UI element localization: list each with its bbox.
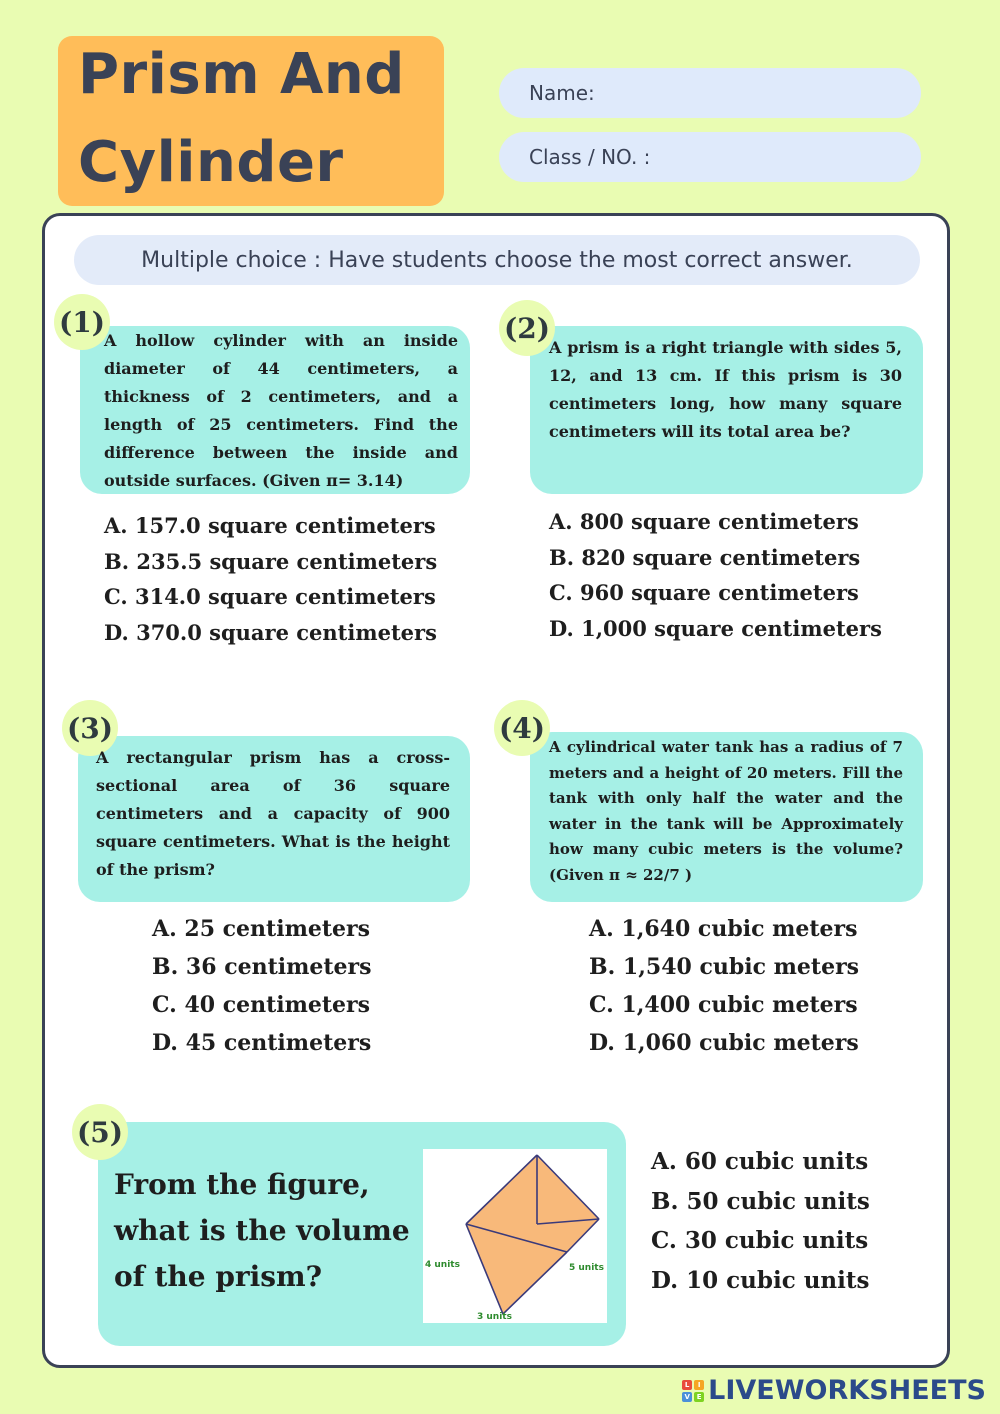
option-c[interactable]: C. 1,400 cubic meters — [589, 992, 858, 1018]
question-2-text: A prism is a right triangle with sides 5, 12, and 13 cm. If this prism is 30 centimeters long, how many square centimeters will its total area be? — [549, 338, 902, 441]
option-c[interactable]: C. 30 cubic units — [651, 1227, 869, 1254]
label-length: 5 units — [569, 1263, 604, 1273]
instruction-banner — [74, 235, 920, 285]
logo-square-i: I — [694, 1380, 704, 1390]
prism-figure — [423, 1149, 607, 1323]
class-label: Class / NO. : — [529, 145, 651, 169]
option-b[interactable]: B. 820 square centimeters — [549, 544, 861, 570]
option-a[interactable]: A. 25 centimeters — [152, 916, 370, 942]
question-4-number: (4) — [494, 700, 550, 756]
question-1-number: (1) — [54, 294, 110, 350]
question-4-text: A cylindrical water tank has a radius of 7 meters and a height of 20 meters. Fill the tank with only half the water and the water in the tank will be Approximately how many cubic meters is the volume? (Given π ≈ 22/7 ) — [549, 738, 903, 884]
title-line-1: Prism And — [78, 42, 405, 107]
question-3-number: (3) — [62, 700, 118, 756]
question-2-options — [549, 509, 882, 651]
question-1-text: A hollow cylinder with an inside diameter of 44 centimeters, a thickness of 2 centimeters, and a length of 25 centimeters. Find the difference between the inside and outside surfaces. (Given π= 3.14) — [104, 331, 458, 490]
option-a[interactable]: A. 60 cubic units — [651, 1148, 869, 1175]
option-b[interactable]: B. 1,540 cubic meters — [589, 954, 860, 980]
option-a[interactable]: A. 1,640 cubic meters — [589, 916, 858, 942]
name-field[interactable] — [499, 68, 921, 118]
question-4-options — [589, 916, 859, 1068]
option-d[interactable]: D. 10 cubic units — [651, 1266, 870, 1294]
option-a[interactable]: A. 800 square centimeters — [549, 509, 859, 534]
option-c[interactable]: C. 314.0 square centimeters — [104, 584, 436, 609]
label-base: 3 units — [477, 1312, 512, 1322]
question-1-options — [104, 513, 437, 655]
option-a[interactable]: A. 157.0 square centimeters — [104, 513, 436, 538]
question-3-text: A rectangular prism has a cross-sectional area of 36 square centimeters and a capacity of 900 square centimeters. What is the height of the prism? — [96, 748, 450, 879]
question-5-options — [651, 1148, 870, 1306]
option-c[interactable]: C. 960 square centimeters — [549, 580, 859, 605]
triangular-prism-diagram — [423, 1149, 607, 1323]
option-b[interactable]: B. 36 centimeters — [152, 954, 372, 980]
option-d[interactable]: D. 370.0 square centimeters — [104, 619, 437, 645]
title-box — [58, 36, 444, 206]
liveworksheets-logo[interactable] — [682, 1375, 986, 1406]
question-2-number: (2) — [499, 300, 555, 356]
logo-square-v: V — [682, 1392, 692, 1402]
option-d[interactable]: D. 1,000 square centimeters — [549, 615, 882, 641]
name-label: Name: — [529, 81, 595, 105]
option-b[interactable]: B. 50 cubic units — [651, 1187, 870, 1215]
logo-mark — [682, 1380, 704, 1402]
option-c[interactable]: C. 40 centimeters — [152, 992, 371, 1018]
instruction-text: Multiple choice : Have students choose the most correct answer. — [141, 247, 853, 273]
logo-square-e: E — [694, 1392, 704, 1402]
option-b[interactable]: B. 235.5 square centimeters — [104, 548, 438, 574]
question-5-text: From the figure, what is the volume of the prism? — [114, 1168, 410, 1293]
class-field[interactable] — [499, 132, 921, 182]
option-d[interactable]: D. 45 centimeters — [152, 1030, 372, 1056]
question-3-options — [152, 916, 372, 1068]
title-line-2: Cylinder — [78, 130, 344, 195]
question-5-number: (5) — [72, 1104, 128, 1160]
label-height: 4 units — [425, 1260, 460, 1270]
option-d[interactable]: D. 1,060 cubic meters — [589, 1030, 859, 1056]
logo-text: LIVEWORKSHEETS — [708, 1375, 986, 1406]
logo-square-l: L — [682, 1380, 692, 1390]
